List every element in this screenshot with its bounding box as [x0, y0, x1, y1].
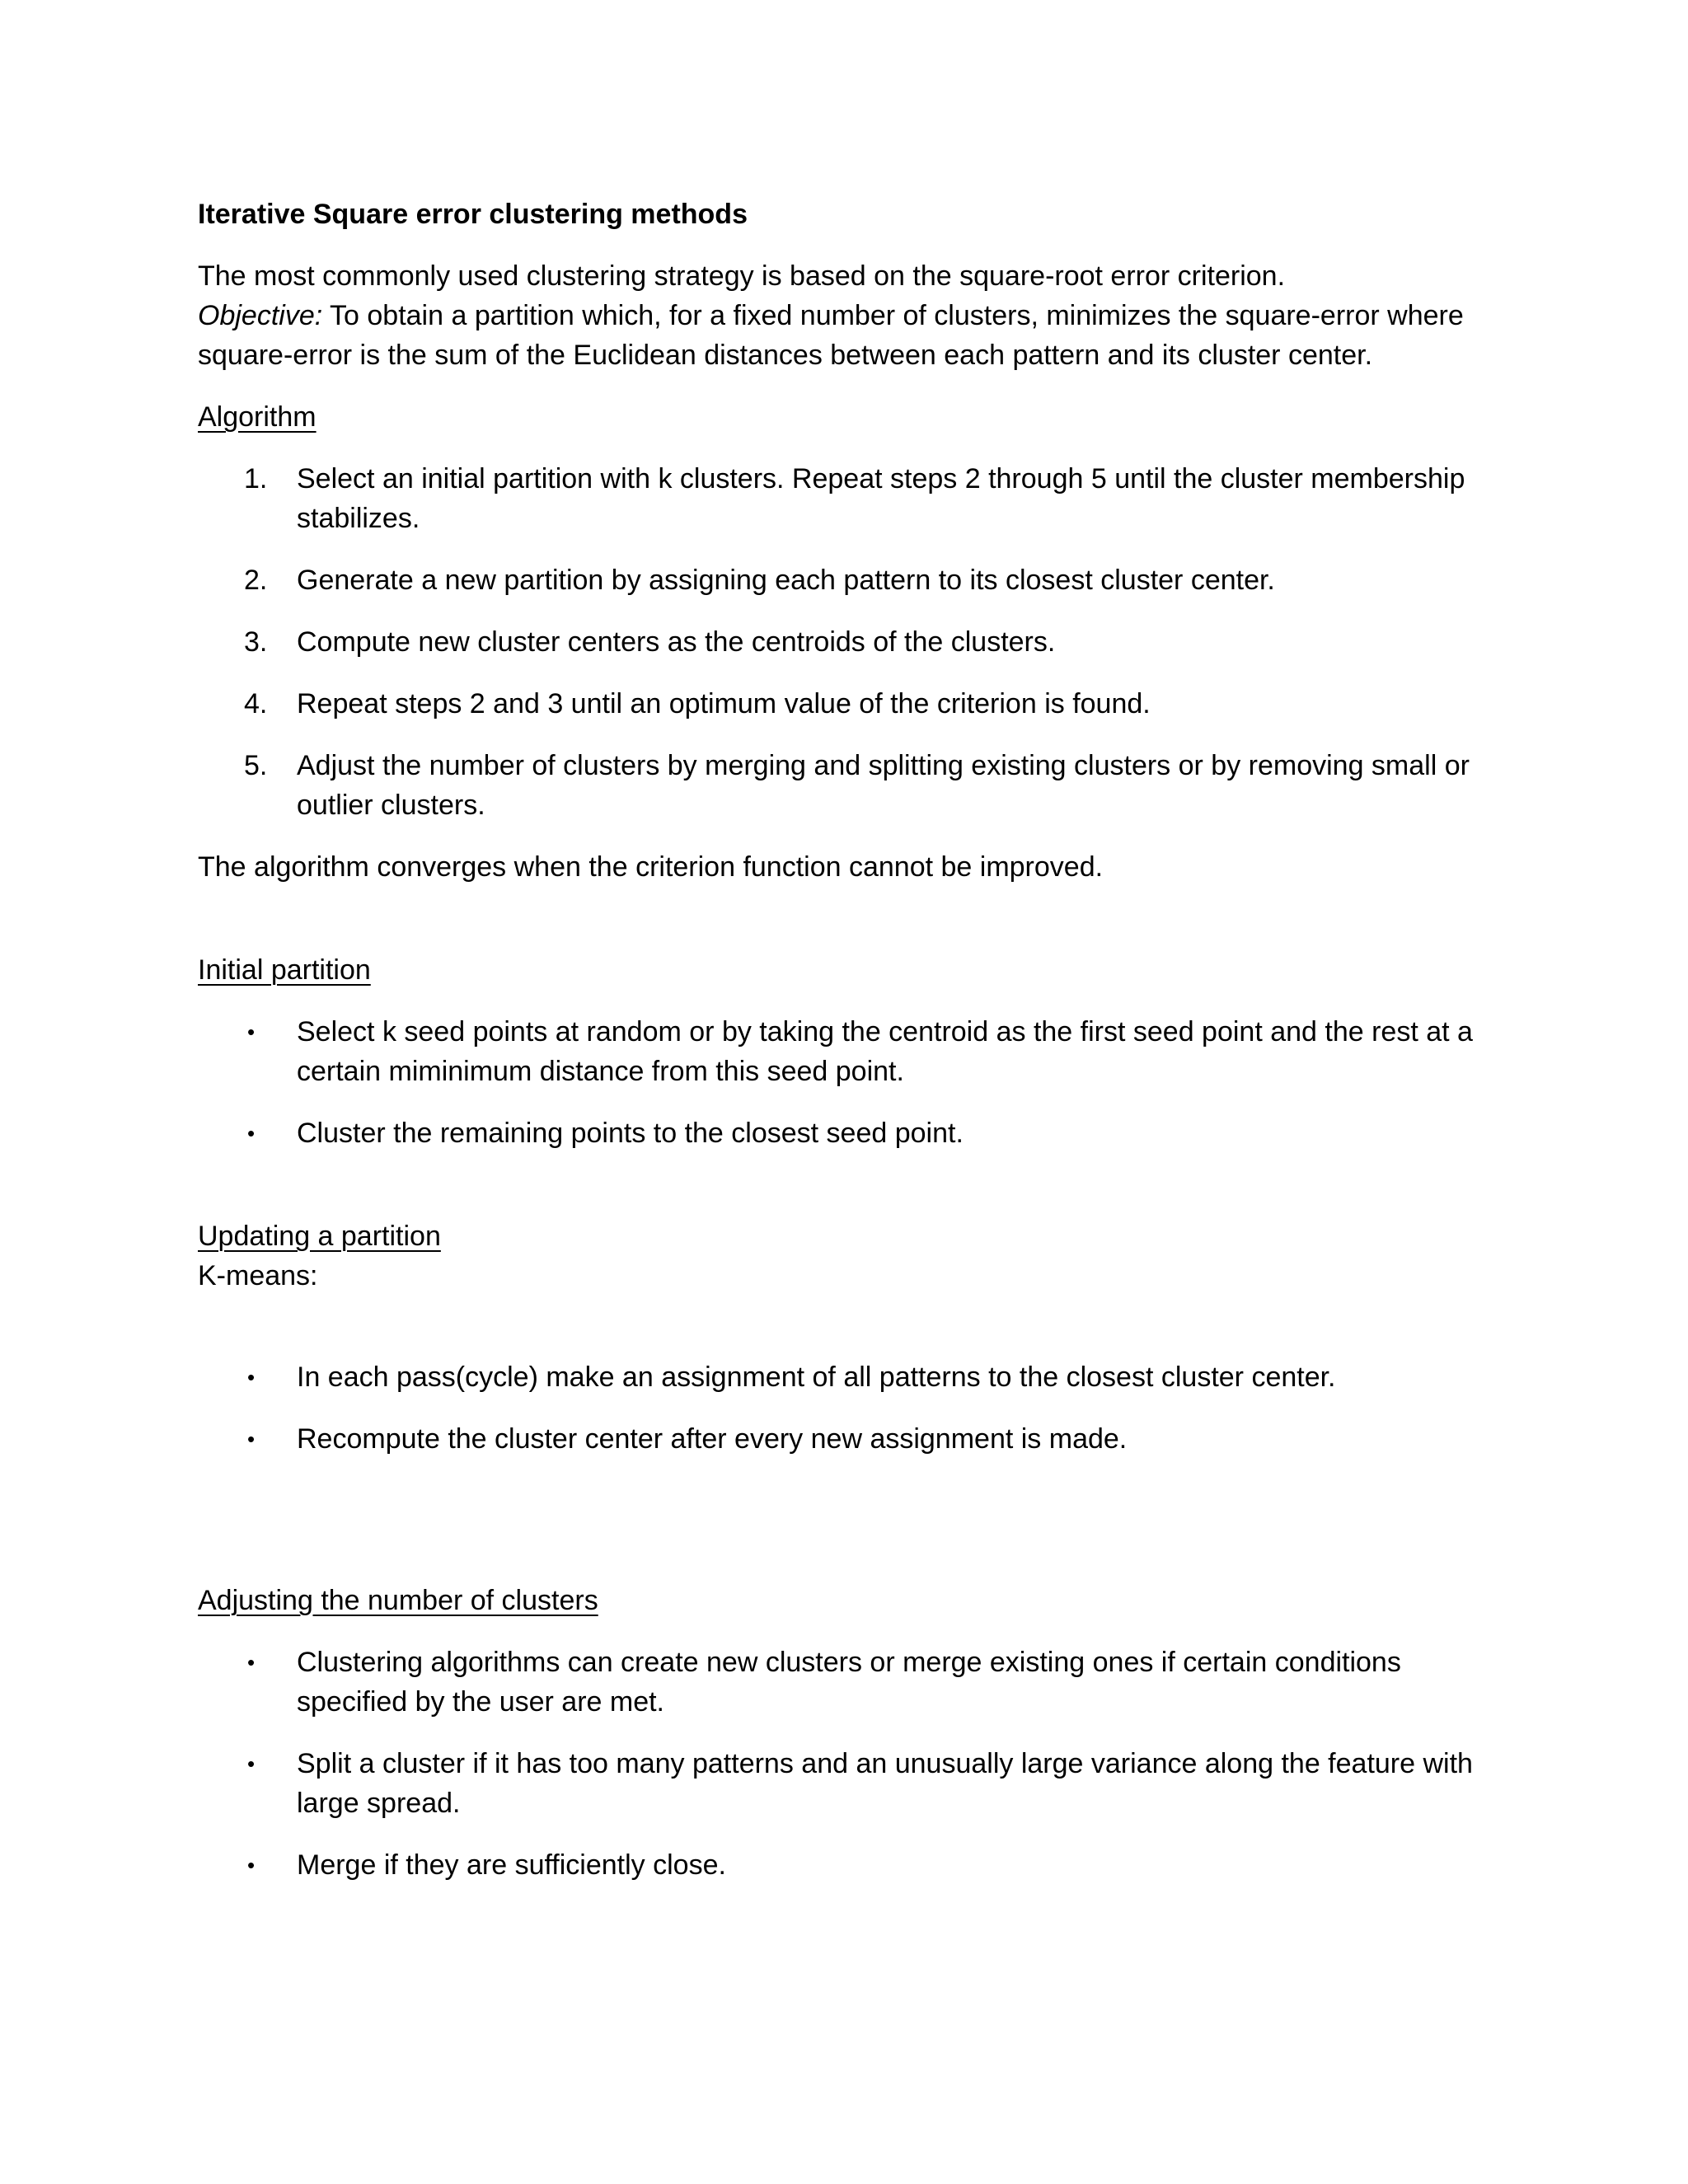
bullet-icon: • — [247, 1427, 256, 1451]
step-text: Select an initial partition with k clusters. Repeat steps 2 through 5 until the cluster membership — [297, 463, 1465, 494]
updating-heading: Updating a partition — [198, 1221, 441, 1252]
page-title: Iterative Square error clustering methods — [198, 199, 748, 230]
initial-partition-heading: Initial partition — [198, 954, 371, 986]
bullet-text: Merge if they are sufficiently close. — [297, 1849, 726, 1881]
step-number: 3. — [244, 626, 268, 658]
step-text: outlier clusters. — [297, 790, 485, 821]
step-text: Adjust the number of clusters by merging and splitting existing clusters or by removing small or — [297, 750, 1470, 781]
bullet-text: Recompute the cluster center after every new assignment is made. — [297, 1423, 1128, 1455]
bullet-text: Select k seed points at random or by taking the centroid as the first seed point and the rest at a — [297, 1016, 1473, 1047]
step-text: Compute new cluster centers as the centroids of the clusters. — [297, 626, 1056, 658]
objective-text: To obtain a partition which, for a fixed number of clusters, minimizes the square-error where — [322, 300, 1464, 331]
bullet-text: Split a cluster if it has too many patterns and an unusually large variance along the feature with — [297, 1748, 1473, 1779]
step-number: 2. — [244, 565, 268, 596]
step-number: 1. — [244, 463, 268, 494]
algorithm-conclusion: The algorithm converges when the criterion function cannot be improved. — [198, 851, 1104, 883]
bullet-icon: • — [247, 1121, 256, 1146]
kmeans-subheading: K-means: — [198, 1260, 318, 1291]
bullet-text: specified by the user are met. — [297, 1686, 665, 1718]
step-text: Repeat steps 2 and 3 until an optimum value of the criterion is found. — [297, 688, 1151, 719]
step-text: stabilizes. — [297, 503, 420, 534]
step-number: 5. — [244, 750, 268, 781]
bullet-text: Cluster the remaining points to the closest seed point. — [297, 1118, 964, 1149]
step-number: 4. — [244, 688, 268, 719]
bullet-text: In each pass(cycle) make an assignment of all patterns to the closest cluster center. — [297, 1361, 1336, 1393]
bullet-icon: • — [247, 1853, 256, 1877]
step-text: Generate a new partition by assigning each pattern to its closest cluster center. — [297, 565, 1275, 596]
algorithm-heading: Algorithm — [198, 401, 316, 433]
intro-line: square-error is the sum of the Euclidean distances between each pattern and its cluster center. — [198, 340, 1373, 371]
bullet-icon: • — [247, 1019, 256, 1044]
bullet-icon: • — [247, 1650, 256, 1675]
objective-line — [198, 296, 1464, 335]
bullet-text: large spread. — [297, 1788, 461, 1819]
bullet-icon: • — [247, 1751, 256, 1776]
bullet-icon: • — [247, 1365, 256, 1390]
intro-line: The most commonly used clustering strategy is based on the square-root error criterion. — [198, 260, 1286, 292]
bullet-text: Clustering algorithms can create new clusters or merge existing ones if certain conditions — [297, 1647, 1401, 1678]
adjusting-heading: Adjusting the number of clusters — [198, 1585, 598, 1616]
bullet-text: certain miminimum distance from this seed point. — [297, 1056, 904, 1087]
objective-label: Objective: — [198, 300, 323, 331]
